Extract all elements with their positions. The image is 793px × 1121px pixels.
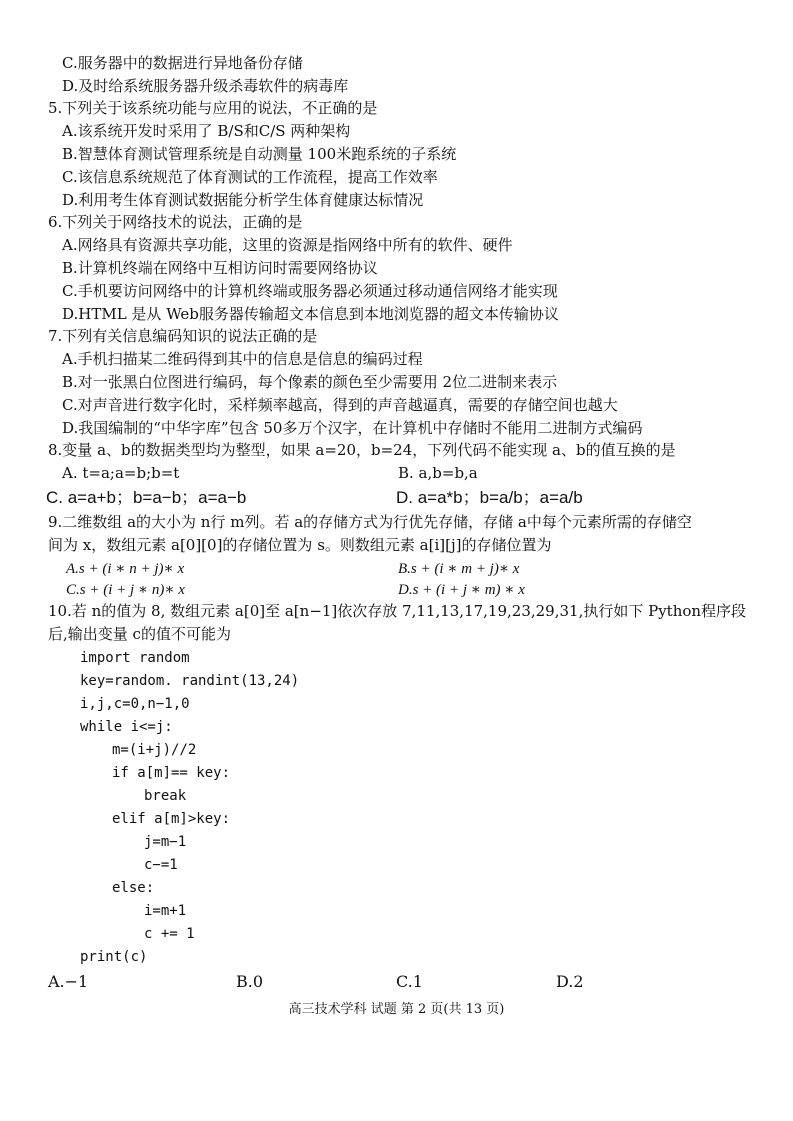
q6-option-d: D.HTML 是从 Web服务器传输超文本信息到本地浏览器的超文本传输协议 [62, 305, 559, 323]
q7-option-c: C.对声音进行数字化时，采样频率越高，得到的声音越逼真，需要的存储空间也越大 [62, 396, 618, 414]
code-line: m=(i+j)//2 [112, 742, 197, 758]
q9-stem-line2: 间为 x，数组元素 a[0][0]的存储位置为 s。则数组元素 a[i][j]的存储位置为 [48, 536, 552, 554]
code-line: if a[m]== key: [112, 765, 231, 781]
q6-option-a: A.网络具有资源共享功能，这里的资源是指网络中所有的软件、硬件 [62, 236, 513, 254]
q5-option-a: A.该系统开发时采用了 B/S和C/S 两种架构 [62, 122, 351, 140]
q7-option-a: A.手机扫描某二维码得到其中的信息是信息的编码过程 [62, 350, 423, 368]
q10-option-a: A.−1 [48, 972, 89, 991]
q10-option-d: D.2 [556, 972, 584, 991]
q7-option-d: D.我国编制的“中华字库”包含 50多万个汉字，在计算机中存储时不能用二进制方式编码 [62, 419, 643, 437]
code-line: j=m−1 [144, 834, 187, 850]
q5-option-b: B.智慧体育测试管理系统是自动测量 100米跑系统的子系统 [62, 145, 457, 163]
q8-option-c: C. a=a+b；b=a−b；a=a−b [46, 488, 247, 507]
q10-option-b: B.0 [236, 972, 264, 991]
page-footer: 高三技术学科 试题 第 2 页(共 13 页) [288, 1002, 505, 1017]
q5-option-c: C.该信息系统规范了体育测试的工作流程，提高工作效率 [62, 168, 438, 186]
q9-option-c: C.s + (i + j ∗ n)∗ x [66, 582, 185, 598]
q5-stem: 5.下列关于该系统功能与应用的说法，不正确的是 [48, 99, 378, 117]
q4-option-d: D.及时给系统服务器升级杀毒软件的病毒库 [62, 77, 349, 95]
q9-option-b: B.s + (i ∗ m + j)∗ x [398, 561, 520, 577]
q10-option-c: C.1 [396, 972, 423, 991]
q8-stem: 8.变量 a、b的数据类型均为整型，如果 a=20，b=24，下列代码不能实现 a、b的值互换的是 [48, 441, 676, 459]
q9-option-d: D.s + (i + j ∗ m) ∗ x [398, 582, 525, 598]
q7-option-b: B.对一张黑白位图进行编码，每个像素的颜色至少需要用 2位二进制来表示 [62, 373, 558, 391]
code-line: elif a[m]>key: [112, 811, 231, 827]
code-line: c−=1 [144, 857, 178, 873]
q7-stem: 7.下列有关信息编码知识的说法正确的是 [48, 327, 318, 345]
q6-option-c: C.手机要访问网络中的计算机终端或服务器必须通过移动通信网络才能实现 [62, 282, 558, 300]
q8-option-a: A. t=a;a=b;b=t [62, 464, 180, 482]
q6-stem: 6.下列关于网络技术的说法，正确的是 [48, 213, 303, 231]
code-line: i,j,c=0,n−1,0 [80, 696, 190, 712]
code-line: else: [112, 880, 155, 896]
q10-stem-line1: 10.若 n的值为 8, 数组元素 a[0]至 a[n−1]依次存放 7,11,13,17,19,23,29,31,执行如下 Python程序段 [48, 602, 747, 620]
code-line: c += 1 [144, 926, 195, 942]
code-line: i=m+1 [144, 903, 187, 919]
code-line: break [144, 788, 187, 804]
q8-option-b: B. a,b=b,a [398, 464, 478, 482]
q9-stem-line1: 9.二维数组 a的大小为 n行 m列。若 a的存储方式为行优先存储，存储 a中每个元素所需的存储空 [48, 513, 692, 531]
code-line: key=random. randint(13,24) [80, 673, 300, 689]
q10-stem-line2: 后,输出变量 c的值不可能为 [48, 625, 231, 643]
code-line: while i<=j: [80, 719, 173, 735]
q8-option-d: D. a=a*b；b=a/b；a=a/b [396, 488, 583, 507]
code-line: print(c) [80, 949, 148, 965]
q6-option-b: B.计算机终端在网络中互相访问时需要网络协议 [62, 259, 378, 277]
q4-option-c: C.服务器中的数据进行异地备份存储 [62, 54, 303, 72]
code-line: import random [80, 650, 190, 666]
q5-option-d: D.利用考生体育测试数据能分析学生体育健康达标情况 [62, 191, 424, 209]
q9-option-a: A.s + (i ∗ n + j)∗ x [66, 561, 185, 577]
